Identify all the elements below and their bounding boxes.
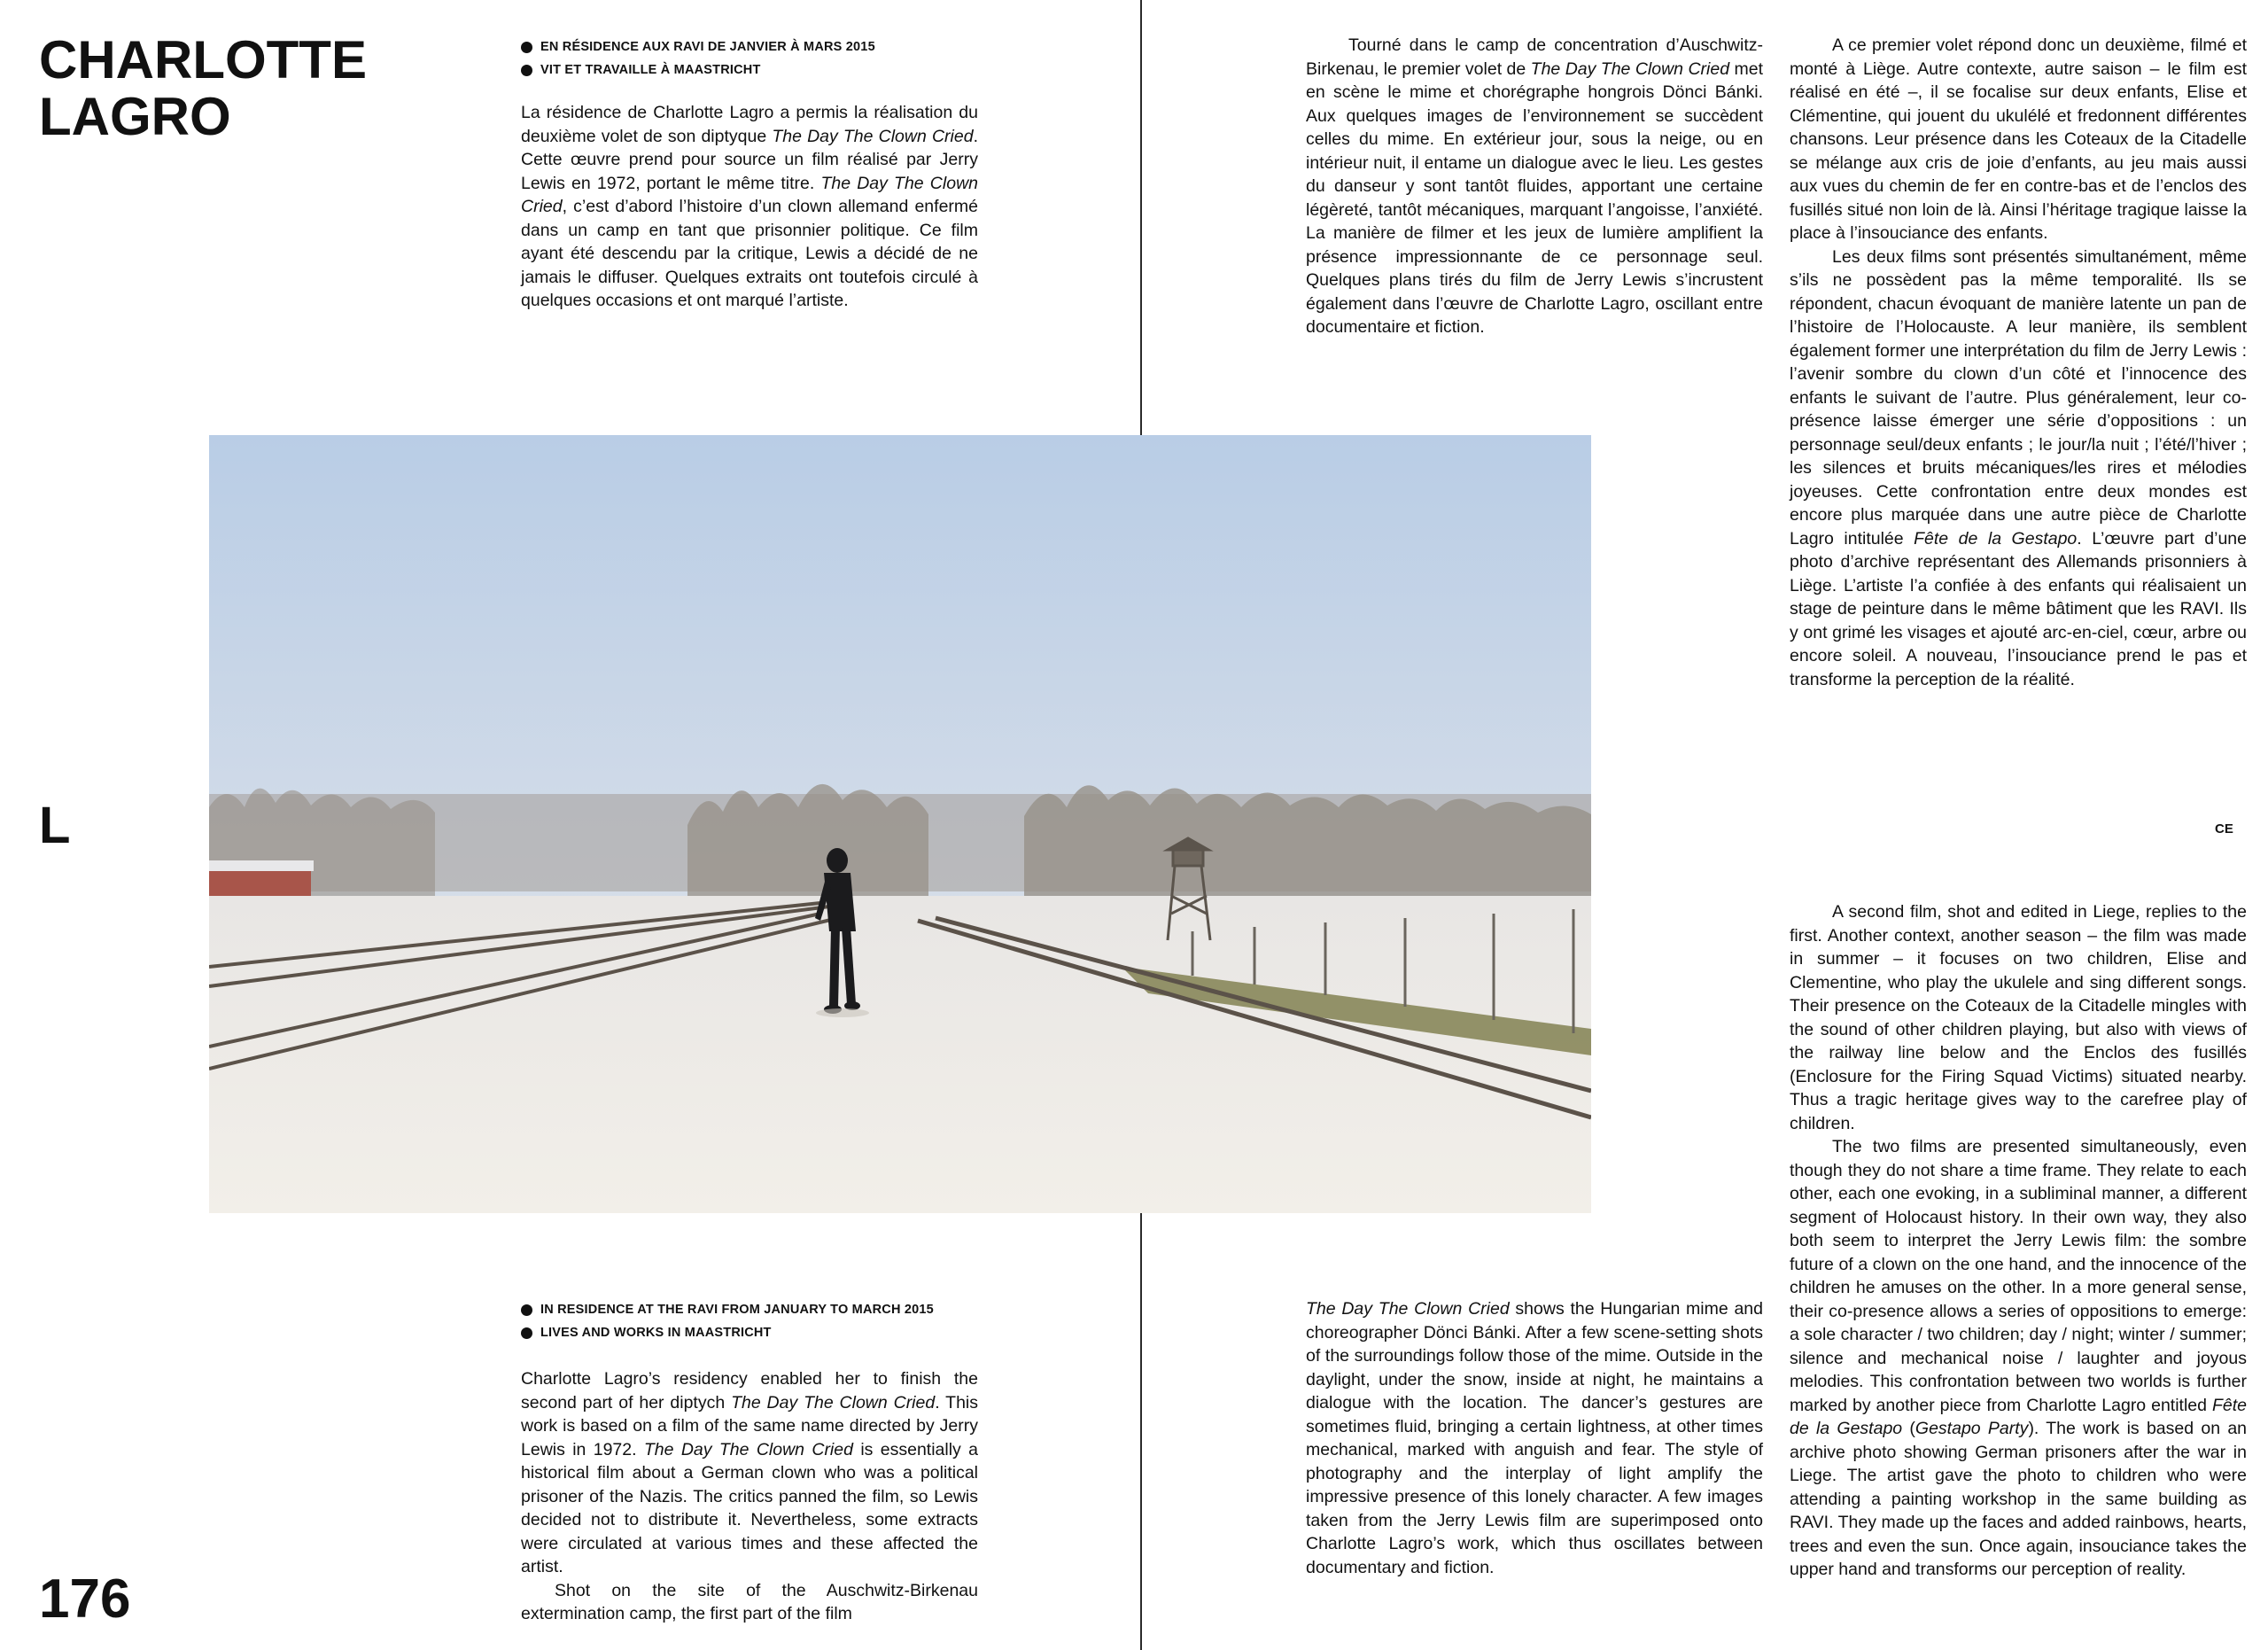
- bullet-icon: [521, 1304, 532, 1316]
- meta-item: [521, 58, 875, 82]
- meta-text: VIT ET TRAVAILLE À MAASTRICHT: [540, 63, 761, 77]
- meta-text: IN RESIDENCE AT THE RAVI FROM JANUARY TO MARCH 2015: [540, 1303, 934, 1317]
- meta-item: [521, 1298, 934, 1321]
- meta-text: EN RÉSIDENCE AUX RAVI DE JANVIER À MARS 2015: [540, 40, 875, 54]
- text-column-en-1: [521, 1367, 978, 1626]
- bullet-icon: [521, 1327, 532, 1339]
- bullet-icon: [521, 42, 532, 53]
- meta-list-en: [521, 1298, 934, 1344]
- text-column-fr-1: [521, 101, 978, 313]
- text-column-fr-2: [1306, 34, 1763, 339]
- author-initials: CE: [2215, 821, 2233, 837]
- meta-item: [521, 35, 875, 58]
- paragraph: Les deux films sont présentés simultanément, même s’ils ne possèdent pas la même temporalité. Ils se répondent, chacun évoquant de manière latente un pan de l’histoire de l’Holocauste. A leur manière, ils semblent également former une interprétation du film de Jerry Lewis : l’avenir sombre du clown d’un côté et l’innocence des enfants le suivant de l’autre. Plus généralement, leur co-présence laisse émerger une série d’oppositions : un personnage seul/deux enfants ; le jour/la nuit ; l’été/l’hiver ; les silences et bruits mécaniques/les rires et mélodies joyeuses. Cette confrontation entre deux mondes est encore plus marquée dans une autre pièce de Charlotte Lagro intitulée Fête de la Gestapo. L’œuvre part d’une photo d’archive représentant des Allemands prisonniers à Liège. L’artiste l’a confiée à des enfants qui réalisaient un stage de peinture dans le même bâtiment que les RAVI. Ils y ont grimé les visages et ajouté arc-en-ciel, cœur, arbre ou encore soleil. A nouveau, l’insouciance prend le pas et transforme la perception de la réalité.: [1790, 246, 2247, 689]
- bullet-icon: [521, 65, 532, 76]
- photograph: [209, 435, 1591, 1213]
- artist-name-line1: CHARLOTTE: [39, 30, 367, 90]
- paragraph: A ce premier volet répond donc un deuxième, filmé et monté à Liège. Autre contexte, autre saison – le film est réalisé en été –, il se focalise sur deux enfants, Elise et Clémentine, qui jouent du ukulélé et fredonnent différentes chansons. Leur présence dans les Coteaux de la Citadelle se mélange aux cris de joie d’enfants, au jeu mais aussi aux vues du chemin de fer en contre-bas et de l’enclos des fusillés situé non loin de là. Ainsi l’héritage tragique laisse la place à l’insouciance des enfants.: [1790, 35, 2247, 243]
- paragraph: Tourné dans le camp de concentration d’Auschwitz-Birkenau, le premier volet de The Day The Clown Cried met en scène le mime et chorégraphe hongrois Dönci Bánki. Aux quelques images de l’environnement se succèdent celles du mime. En extérieur jour, sous la neige, ou en intérieur nuit, il entame un dialogue avec le lieu. Les gestes du danseur y sont tantôt fluides, apportant une certaine légèreté, tantôt mécaniques, marquant l’angoisse, l’anxiété. La manière de filmer et les jeux de lumière amplifient la présence impressionnante de ce personnage seul. Quelques plans tirés du film de Jerry Lewis s’incrustent également dans l’œuvre de Charlotte Lagro, oscillant entre documentaire et fiction.: [1306, 35, 1763, 337]
- text-column-en-3: [1790, 900, 2247, 1582]
- paragraph: A second film, shot and edited in Liege, replies to the first. Another context, another season – the film was made in summer – it focuses on two children, Elise and Clementine, who play the ukulele and sing different songs. Their presence on the Coteaux de la Citadelle mingles with the sound of other children playing, but also with views of the railway line below and the Enclos des fusillés (Enclosure for the Firing Squad Victims) situated nearby. Thus a tragic heritage gives way to the carefree play of children.: [1790, 902, 2247, 1133]
- paragraph: Shot on the site of the Auschwitz-Birkenau extermination camp, the first part of the film: [521, 1580, 978, 1623]
- section-letter: L: [39, 797, 71, 854]
- meta-text: LIVES AND WORKS IN MAASTRICHT: [540, 1326, 772, 1340]
- text-column-en-2: [1306, 1297, 1763, 1579]
- meta-list-fr: [521, 35, 875, 82]
- artist-name-line2: LAGRO: [39, 87, 231, 146]
- page-number: 176: [39, 1568, 131, 1630]
- paragraph: Charlotte Lagro’s residency enabled her to finish the second part of her diptych The Day The Clown Cried. This work is based on a film of the same name directed by Jerry Lewis in 1972. The Day The Clown Cried is essentially a historical film about a German clown who was a political prisoner of the Nazis. The critics panned the film, so Lewis decided not to distribute it. Nevertheless, some extracts were circulated at various times and these affected the artist.: [521, 1369, 978, 1576]
- artist-name: [39, 32, 464, 145]
- text-column-fr-3: [1790, 34, 2247, 691]
- paragraph: The two films are presented simultaneously, even though they do not share a time frame. They relate to each other, each one evoking, in a subliminal manner, a different segment of Holocaust history. In their own way, they also both seem to interpret the Jerry Lewis film: the sombre future of a clown on the one hand, and the innocence of the children he amuses on the other. In a more general sense, their co-presence allows a series of oppositions to emerge: a sole character / two children; day / night; winter / summer; silence and mechanical noise / laughter and joyous melodies. This confrontation between two worlds is further marked by another piece from Charlotte Lagro entitled Fête de la Gestapo (Gestapo Party). The work is based on an archive photo showing German prisoners after the war in Liege. The artist gave the photo to children who were attending a painting workshop in the same building as RAVI. They made up the faces and added rainbows, hearts, trees and even the sun. Once again, insouciance takes the upper hand and transforms our perception of reality.: [1790, 1137, 2248, 1579]
- paragraph: La résidence de Charlotte Lagro a permis la réalisation du deuxième volet de son diptyque The Day The Clown Cried. Cette œuvre prend pour source un film réalisé par Jerry Lewis en 1972, portant le même titre. The Day The Clown Cried, c’est d’abord l’histoire d’un clown allemand enfermé dans un camp en tant que prisonnier politique. Ce film ayant été descendu par la critique, Lewis a décidé de ne jamais le diffuser. Quelques extraits ont toutefois circulé à quelques occasions et ont marqué l’artiste.: [521, 103, 978, 310]
- photo-snow-railway-figure-icon: [209, 435, 1591, 1213]
- paragraph: The Day The Clown Cried shows the Hungarian mime and choreographer Dönci Bánki. After a few scene-setting shots of the surroundings follow those of the mime. Outside in the daylight, under the snow, inside at night, he maintains a dialogue with the location. The dancer’s gestures are sometimes fluid, bringing a certain lightness, at other times mechanical, marked with anguish and fear. The style of photography and the interplay of light amplify the impressive presence of this lonely character. A few images taken from the Jerry Lewis film are superimposed onto Charlotte Lagro’s work, which thus oscillates between documentary and fiction.: [1306, 1299, 1763, 1577]
- meta-item: [521, 1321, 934, 1344]
